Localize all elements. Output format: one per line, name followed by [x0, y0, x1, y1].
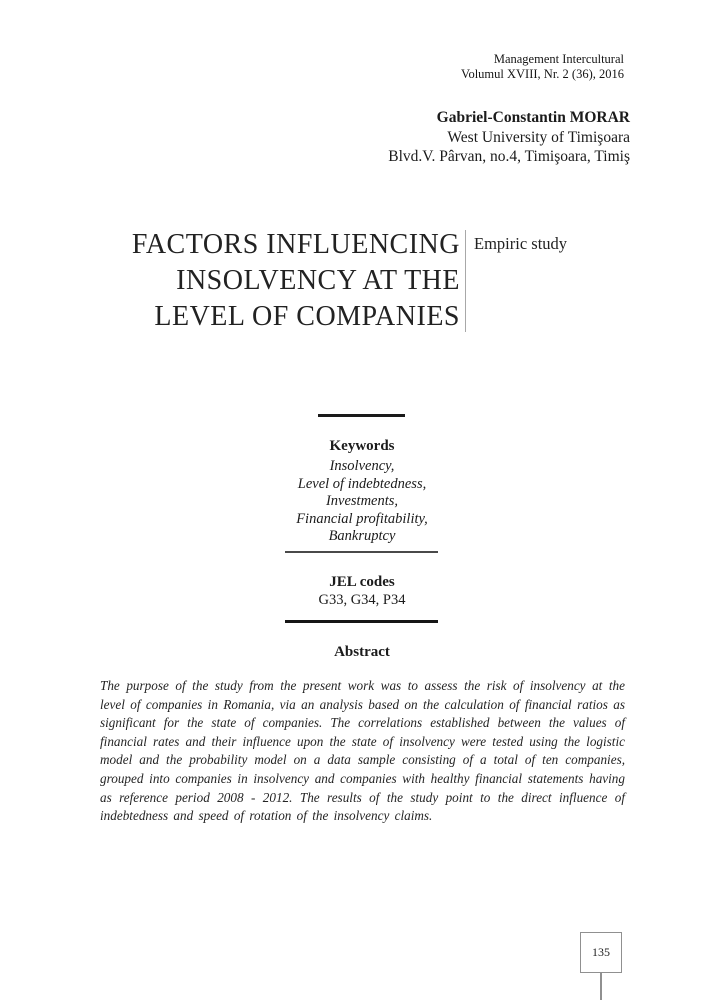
author-affiliation: West University of Timişoara: [447, 128, 630, 146]
keyword-item: Financial profitability,: [296, 510, 428, 527]
keyword-item: Bankruptcy: [328, 528, 396, 544]
keyword-item: Investments,: [325, 493, 399, 509]
keywords-heading: Keywords: [329, 438, 395, 454]
keywords-block: [250, 437, 474, 546]
page-number-box: [580, 932, 622, 973]
study-type-label: Empiric study: [474, 234, 568, 253]
paper-title: [100, 227, 460, 335]
title-divider: [465, 230, 466, 332]
page-number: 135: [592, 945, 610, 959]
author-block: [388, 108, 630, 167]
author-address: Blvd.V. Pârvan, no.4, Timişoara, Timiş: [388, 148, 630, 165]
keyword-item: Insolvency,: [329, 458, 395, 474]
abstract-heading: Abstract: [334, 644, 390, 660]
journal-name: Management Intercultural: [493, 52, 624, 66]
page-number-line: [600, 973, 602, 1000]
jel-codes: G33, G34, P34: [318, 592, 406, 608]
title-line-2: INSOLVENCY AT THE: [176, 265, 460, 296]
author-name: Gabriel-Constantin MORAR: [436, 109, 630, 126]
keyword-item: Level of indebtedness,: [297, 475, 427, 492]
jel-block: [250, 573, 474, 609]
title-line-3: LEVEL OF COMPANIES: [154, 301, 460, 332]
keywords-top-rule: [318, 414, 405, 417]
keywords-bottom-rule: [285, 551, 438, 553]
journal-header: [461, 52, 624, 82]
jel-heading: JEL codes: [329, 574, 395, 590]
abstract-text: The purpose of the study from the present work was to assess the risk of insolvency at the level of companies in Romania, via an analysis based on the calculation of financial ratios as significant for the state of companies. The correlations established between the values of financial rates and their influence upon the state of insolvency were tested using the logistic model and the probability model on a data sample consisting of a total of ten companies, grouped into companies in insolvency and companies with healthy financial statements having as reference period 2008 - 2012. The results of the study point to the direct influence of indebtedness and speed of rotation of the insolvency claims.: [100, 678, 625, 824]
title-line-1: FACTORS INFLUENCING: [131, 229, 460, 260]
journal-issue: Volumul XVIII, Nr. 2 (36), 2016: [461, 67, 624, 81]
jel-bottom-rule: [285, 620, 438, 623]
